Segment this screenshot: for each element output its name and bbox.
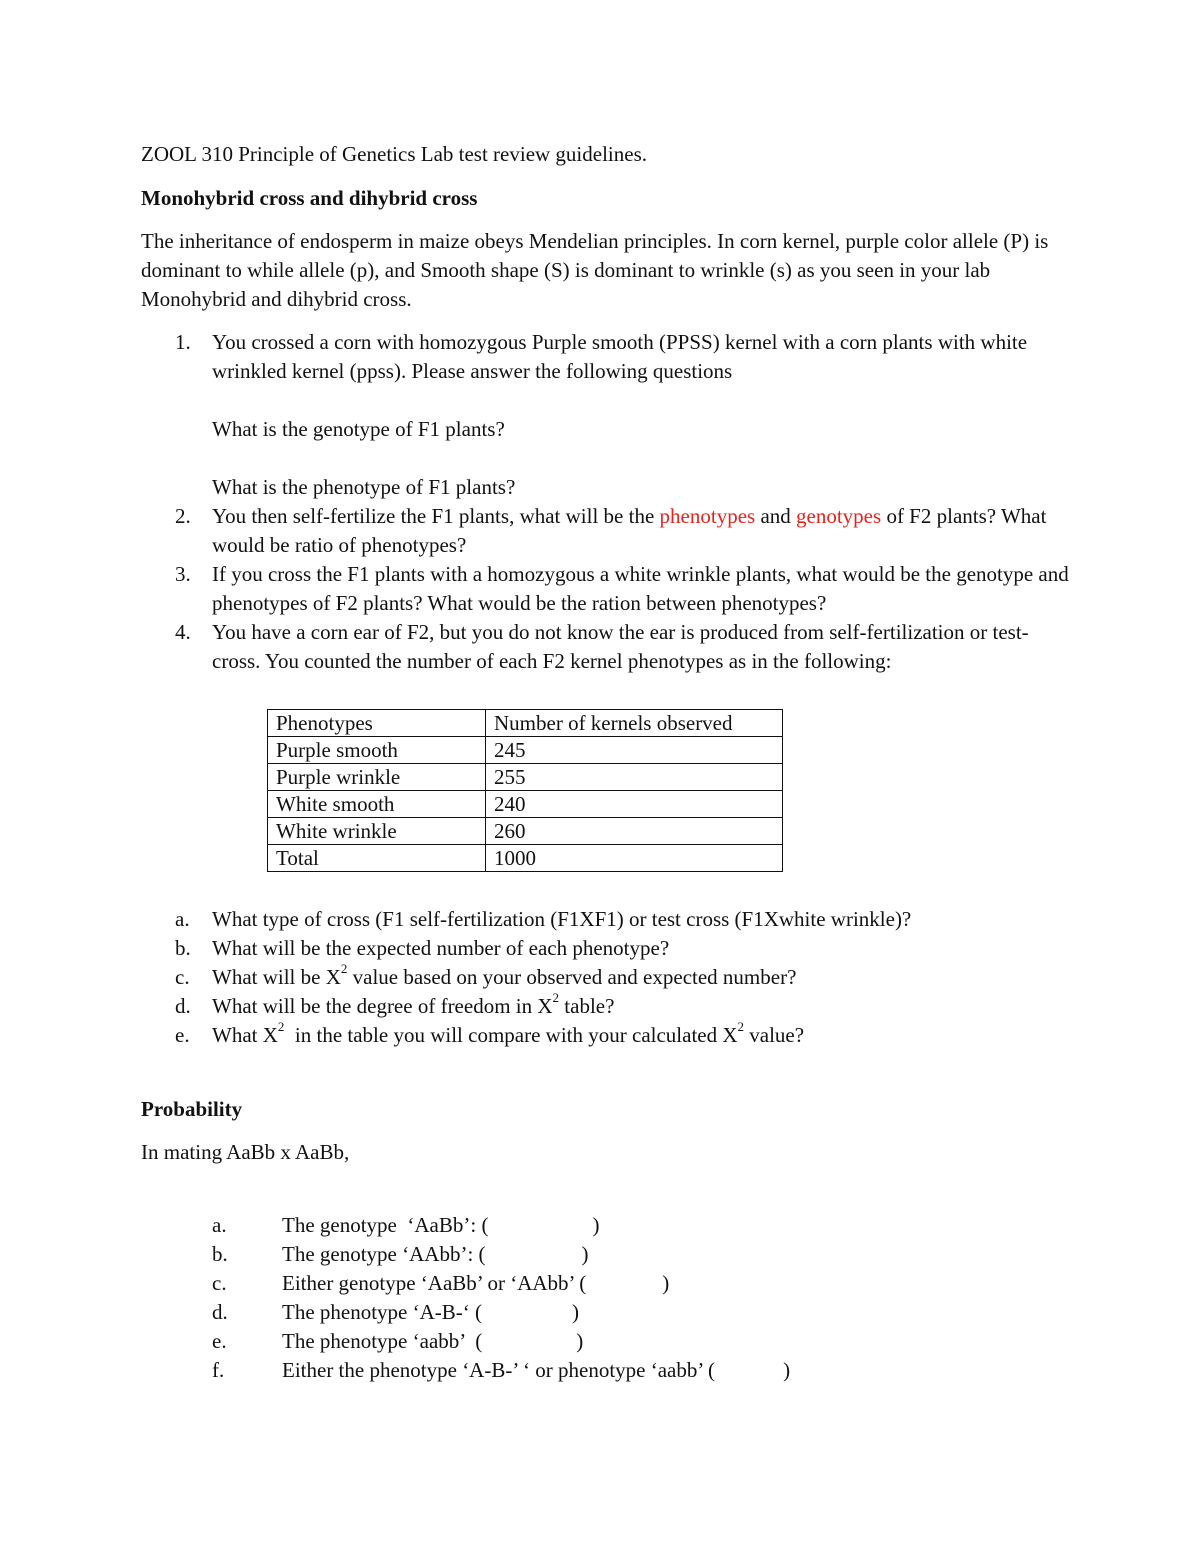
question-subprompt: What is the phenotype of F1 plants? <box>212 475 516 499</box>
table-cell: Total <box>268 845 486 872</box>
table-cell: 260 <box>486 818 783 845</box>
probability-item-f: f. Either the phenotype ‘A-B-’ ‘ or phenotype ‘aabb’ ( ) <box>141 1356 1071 1385</box>
list-marker: d. <box>212 1300 228 1324</box>
question-4 <box>141 618 1071 676</box>
list-marker: 4. <box>175 620 191 644</box>
intro-paragraph: The inheritance of endosperm in maize obeys Mendelian principles. In corn kernel, purple color allele (P) is dominant to while allele (p), and Smooth shape (S) is dominant to wrinkle (s) as you seen in your lab Monohybrid and dihybrid cross. <box>141 229 1049 311</box>
question-1 <box>141 328 1071 502</box>
list-marker: b. <box>212 1242 228 1266</box>
question-subprompt: What is the genotype of F1 plants? <box>212 417 505 441</box>
table-cell: 240 <box>486 791 783 818</box>
list-marker: d. <box>175 994 191 1018</box>
sub-question-e <box>141 1021 1071 1050</box>
list-marker: 1. <box>175 330 191 354</box>
question-text: If you cross the F1 plants with a homozygous a white wrinkle plants, what would be the genotype and phenotypes of F2 plants? What would be the ration between phenotypes? <box>212 562 1069 615</box>
list-marker: f. <box>212 1358 225 1382</box>
table-row <box>268 791 783 818</box>
list-marker: a. <box>212 1213 227 1237</box>
probability-text: The genotype ‘AAbb’: ( <box>282 1242 486 1266</box>
table-cell: White wrinkle <box>268 818 486 845</box>
probability-item-e: e. The phenotype ‘aabb’ ( ) <box>141 1327 1071 1356</box>
table-row <box>268 737 783 764</box>
probability-text: The genotype ‘AaBb’: ( <box>282 1213 489 1237</box>
document-page <box>141 140 1071 1385</box>
question-list <box>141 328 1071 676</box>
list-marker: c. <box>212 1271 227 1295</box>
table-cell: 1000 <box>486 845 783 872</box>
sub-question-text: What will be $X^2$ value based on your observed and expected number? <box>212 961 797 989</box>
list-marker: 3. <box>175 562 191 586</box>
table-cell: 255 <box>486 764 783 791</box>
sub-question-d <box>141 992 1071 1021</box>
question-text: You crossed a corn with homozygous Purple smooth (PPSS) kernel with a corn plants with white wrinkled kernel (ppss). Please answer the following questions <box>212 330 1028 383</box>
table-header-cell: Number of kernels observed <box>486 710 783 737</box>
sub-question-b <box>141 934 1071 963</box>
question-text: You have a corn ear of F2, but you do not know the ear is produced from self-fertilization or test-cross. You counted the number of each F2 kernel phenotypes as in the following: <box>212 620 1029 673</box>
sub-question-c <box>141 963 1071 992</box>
table-row <box>268 818 783 845</box>
list-marker: e. <box>175 1023 190 1047</box>
table-header-row <box>268 710 783 737</box>
sub-question-text: What will be the degree of freedom in $X^2$ table? <box>212 990 615 1018</box>
table-row <box>268 845 783 872</box>
question-2 <box>141 502 1071 560</box>
probability-item-b: b. The genotype ‘AAbb’: ( ) <box>141 1240 1071 1269</box>
sub-question-a <box>141 905 1071 934</box>
list-marker: b. <box>175 936 191 960</box>
list-marker: 2. <box>175 504 191 528</box>
highlight-phenotypes: phenotypes <box>659 504 756 528</box>
sub-question-list <box>141 905 1071 1050</box>
probability-item-a: a. The genotype ‘AaBb’: ( ) <box>141 1211 1071 1240</box>
probability-text: Either genotype ‘AaBb’ or ‘AAbb’ ( <box>282 1271 587 1295</box>
sub-question-text: What will be the expected number of each phenotype? <box>212 936 670 960</box>
table-cell: Purple smooth <box>268 737 486 764</box>
kernel-phenotype-table <box>267 709 783 872</box>
list-marker: c. <box>175 965 190 989</box>
mating-statement: In mating AaBb x AaBb, <box>141 1140 350 1164</box>
probability-text: The phenotype ‘A-B-‘ ( <box>282 1300 483 1324</box>
probability-item-d: d. The phenotype ‘A-B-‘ ( ) <box>141 1298 1071 1327</box>
table-cell: White smooth <box>268 791 486 818</box>
highlight-genotypes: genotypes <box>796 504 882 528</box>
table-cell: Purple wrinkle <box>268 764 486 791</box>
sub-question-text: What type of cross (F1 self-fertilization (F1XF1) or test cross (F1Xwhite wrinkle)? <box>212 907 912 931</box>
question-text: You then self-fertilize the F1 plants, what will be the phenotypes and genotypes of F2 plants? What would be ratio of phenotypes? <box>212 504 1047 557</box>
table-header-cell: Phenotypes <box>268 710 486 737</box>
list-marker: e. <box>212 1329 227 1353</box>
section-heading-crosses: Monohybrid cross and dihybrid cross <box>141 186 478 210</box>
probability-list <box>141 1211 1071 1385</box>
table-row <box>268 764 783 791</box>
probability-text: The phenotype ‘aabb’ ( <box>282 1329 483 1353</box>
list-marker: a. <box>175 907 190 931</box>
probability-item-c: c. Either genotype ‘AaBb’ or ‘AAbb’ ( ) <box>141 1269 1071 1298</box>
question-3 <box>141 560 1071 618</box>
table-cell: 245 <box>486 737 783 764</box>
probability-text: Either the phenotype ‘A-B-’ ‘ or phenotype ‘aabb’ ( <box>282 1358 716 1382</box>
sub-question-text: What $X^2$ in the table you will compare with your calculated $X^2$ value? <box>212 1019 805 1047</box>
document-title: ZOOL 310 Principle of Genetics Lab test review guidelines. <box>141 142 647 166</box>
section-heading-probability: Probability <box>141 1097 243 1121</box>
kernel-table-wrapper <box>267 709 1071 872</box>
